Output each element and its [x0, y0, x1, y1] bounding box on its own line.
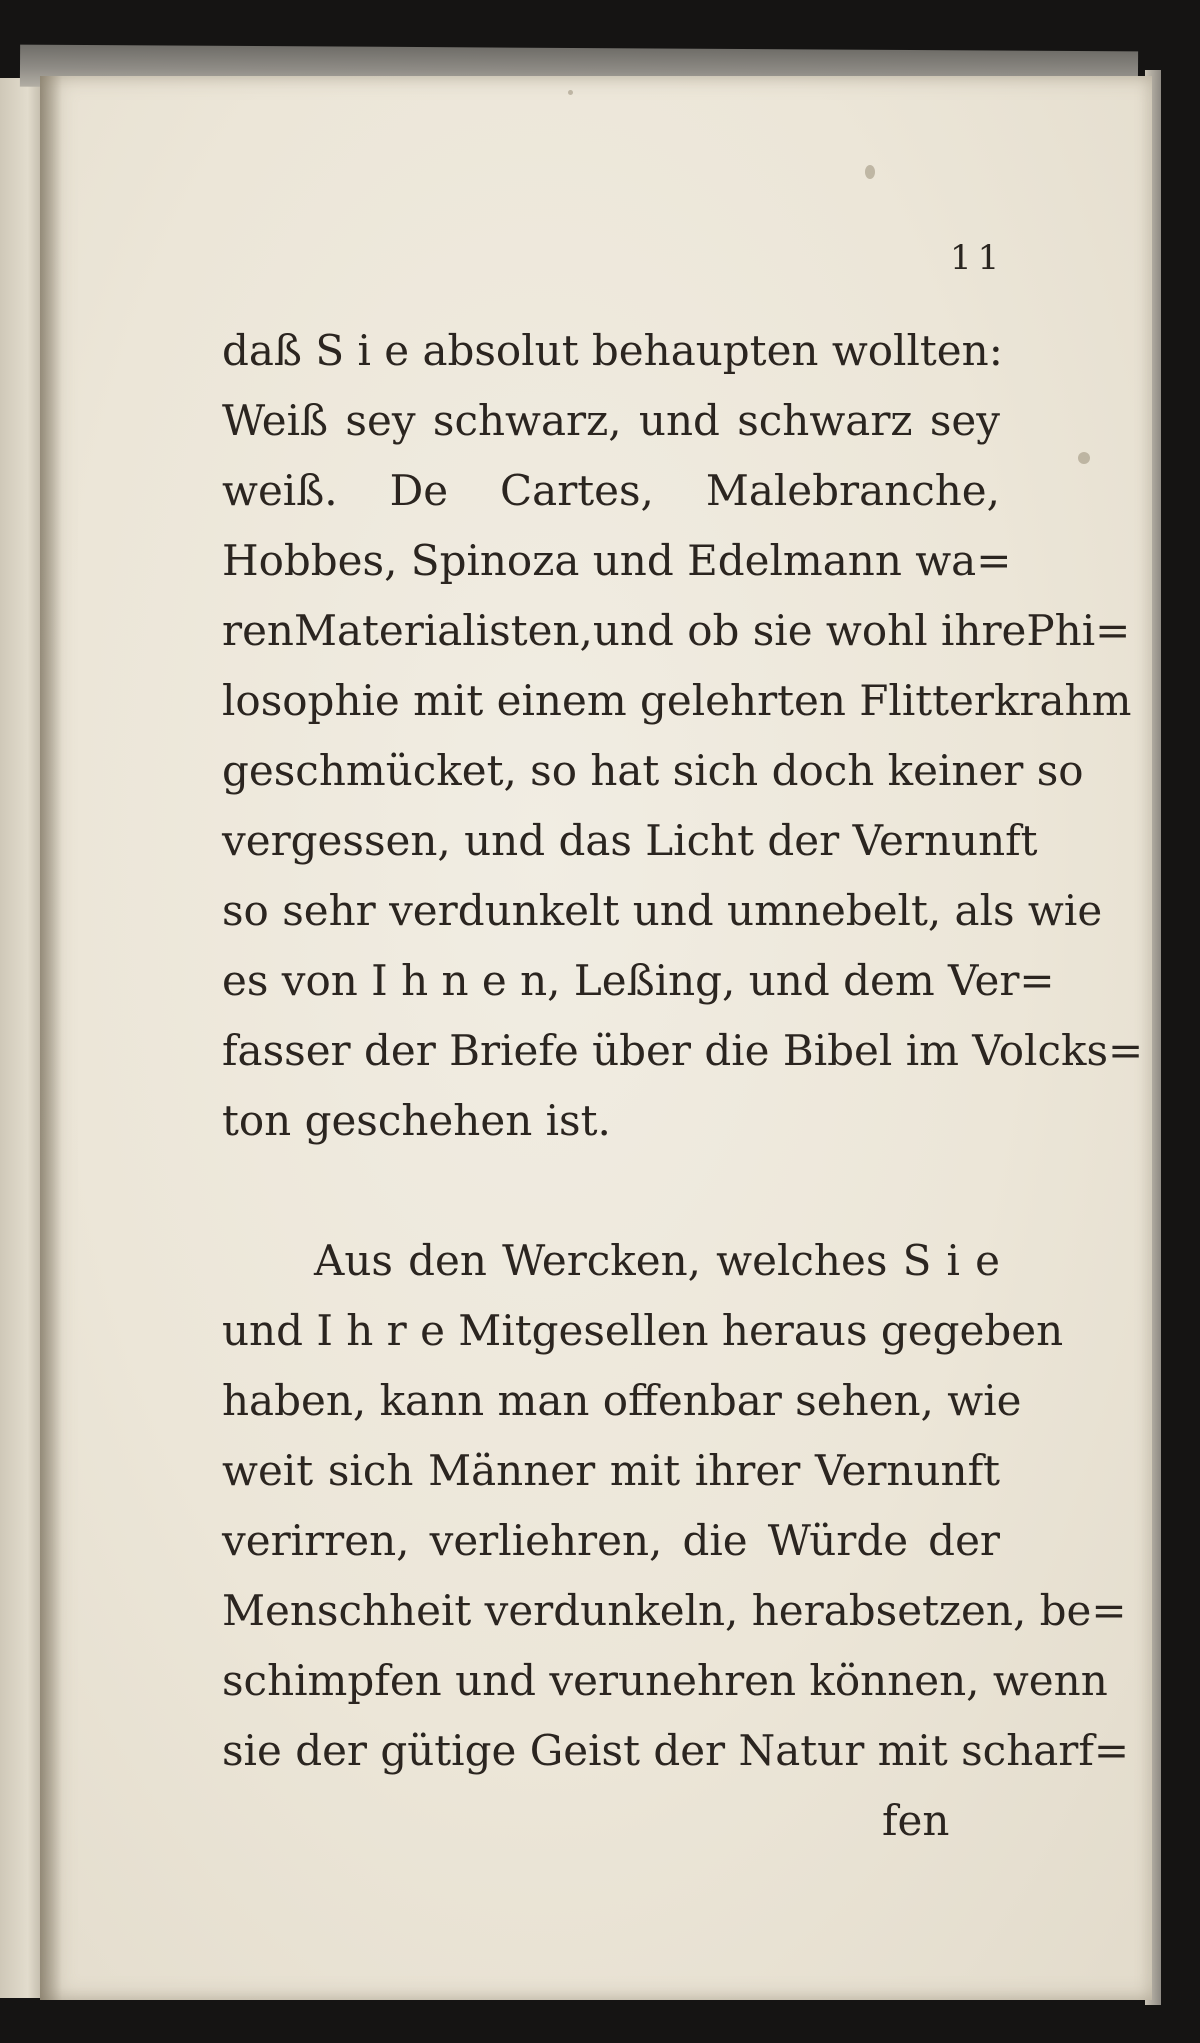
- text-line: haben, kann man offenbar sehen, wie: [222, 1376, 1022, 1425]
- text-line: Menschheit verdunkeln, herabsetzen, be=: [222, 1586, 1127, 1635]
- text-line: schimpfen und verunehren können, wenn: [222, 1656, 1108, 1705]
- text-line: es von I h n e n, Leßing, und dem Ver=: [222, 956, 1055, 1005]
- text-line: vergessen, und das Licht der Vernunft: [222, 816, 1038, 865]
- catchword: fen: [882, 1796, 950, 1845]
- text-line: Aus den Wercken, welches S i e: [314, 1236, 1000, 1285]
- gutter-shadow: [40, 76, 62, 2000]
- text-line: ton geschehen ist.: [222, 1096, 611, 1145]
- paper-stain: [865, 165, 875, 179]
- paper-stain: [568, 90, 573, 95]
- paper-stain: [1078, 452, 1090, 464]
- text-line: renMaterialisten,und ob sie wohl ihrePhi=: [222, 606, 1131, 655]
- text-line: sie der gütige Geist der Natur mit scharf=: [222, 1726, 1130, 1775]
- text-line: und I h r e Mitgesellen heraus gegeben: [222, 1306, 1064, 1355]
- text-line: weit sich Männer mit ihrer Vernunft: [222, 1446, 1000, 1495]
- text-line: so sehr verdunkelt und umnebelt, als wie: [222, 886, 1103, 935]
- text-line: verirren, verliehren, die Würde der: [222, 1516, 1000, 1565]
- text-line: daß S i e absolut behaupten wollten:: [222, 326, 1003, 375]
- text-line: fasser der Briefe über die Bibel im Volcks=: [222, 1026, 1144, 1075]
- text-line: Weiß sey schwarz, und schwarz sey: [222, 396, 1000, 445]
- text-line: Hobbes, Spinoza und Edelmann wa=: [222, 536, 1012, 585]
- page-number: 11: [950, 238, 1006, 278]
- text-line: weiß. De Cartes, Malebranche,: [222, 466, 1000, 515]
- text-line: losophie mit einem gelehrten Flitterkrahm: [222, 676, 1132, 725]
- text-line: geschmücket, so hat sich doch keiner so: [222, 746, 1084, 795]
